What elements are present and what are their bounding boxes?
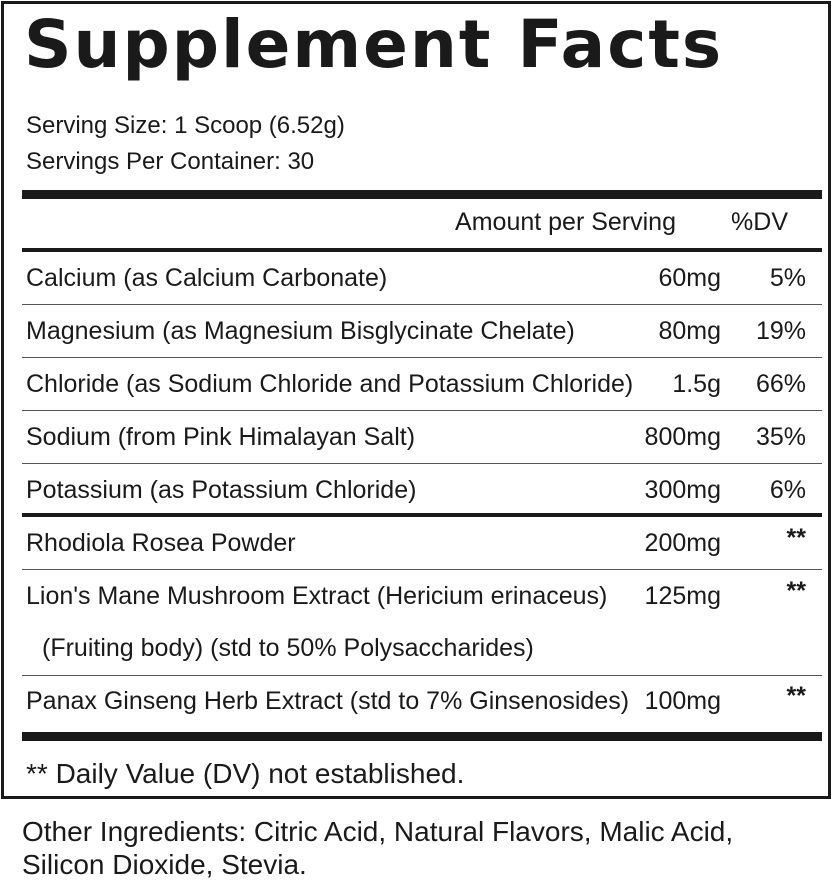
panel-title: Supplement Facts	[24, 6, 724, 83]
ingredient-dv: **	[786, 524, 806, 552]
row-divider	[22, 675, 822, 676]
ingredient-amount: 100mg	[644, 687, 721, 715]
nutrient-dv: 19%	[755, 317, 806, 345]
row-divider	[22, 304, 822, 305]
ingredient-amount: 200mg	[644, 529, 721, 557]
ingredient-name: Panax Ginseng Herb Extract (std to 7% Ginsenosides)	[26, 687, 630, 715]
header-dv: %DV	[731, 208, 788, 236]
dv-footnote: ** Daily Value (DV) not established.	[26, 758, 465, 789]
nutrient-dv: 6%	[769, 476, 806, 504]
nutrient-amount: 80mg	[658, 317, 721, 345]
other-ingredients: Other Ingredients: Citric Acid, Natural Flavors, Malic Acid, Silicon Dioxide, Stevia.	[22, 816, 734, 880]
row-divider	[22, 410, 822, 411]
nutrient-name: Potassium (as Potassium Chloride)	[26, 476, 417, 504]
nutrient-dv: 35%	[755, 423, 806, 451]
header-divider	[22, 248, 822, 252]
nutrient-amount: 300mg	[644, 476, 721, 504]
ingredient-name: Rhodiola Rosea Powder	[26, 529, 296, 557]
nutrient-name: Chloride (as Sodium Chloride and Potassium Chloride)	[26, 370, 634, 398]
servings-per-container: Servings Per Container: 30	[26, 148, 315, 175]
nutrient-dv: 5%	[769, 264, 806, 292]
thick-divider-bottom	[22, 732, 822, 741]
nutrient-dv: 66%	[755, 370, 806, 398]
nutrient-name: Sodium (from Pink Himalayan Salt)	[26, 423, 416, 451]
nutrient-amount: 1.5g	[672, 370, 721, 398]
ingredient-name: Lion's Mane Mushroom Extract (Hericium erinaceus)	[26, 582, 608, 610]
supplement-facts-panel	[1, 1, 831, 799]
header-amount: Amount per Serving	[455, 208, 676, 236]
thick-divider	[22, 190, 822, 199]
nutrient-amount: 800mg	[644, 423, 721, 451]
section-divider	[22, 513, 822, 517]
row-divider	[22, 569, 822, 570]
ingredient-dv: **	[786, 682, 806, 710]
nutrient-name: Magnesium (as Magnesium Bisglycinate Chelate)	[26, 317, 575, 345]
serving-size: Serving Size: 1 Scoop (6.52g)	[26, 112, 345, 139]
nutrient-amount: 60mg	[658, 264, 721, 292]
nutrient-name: Calcium (as Calcium Carbonate)	[26, 264, 388, 292]
ingredient-amount: 125mg	[644, 582, 721, 610]
ingredient-dv: **	[786, 577, 806, 605]
row-divider	[22, 463, 822, 464]
ingredient-name-line2: (Fruiting body) (std to 50% Polysaccharides)	[42, 634, 534, 662]
row-divider	[22, 357, 822, 358]
